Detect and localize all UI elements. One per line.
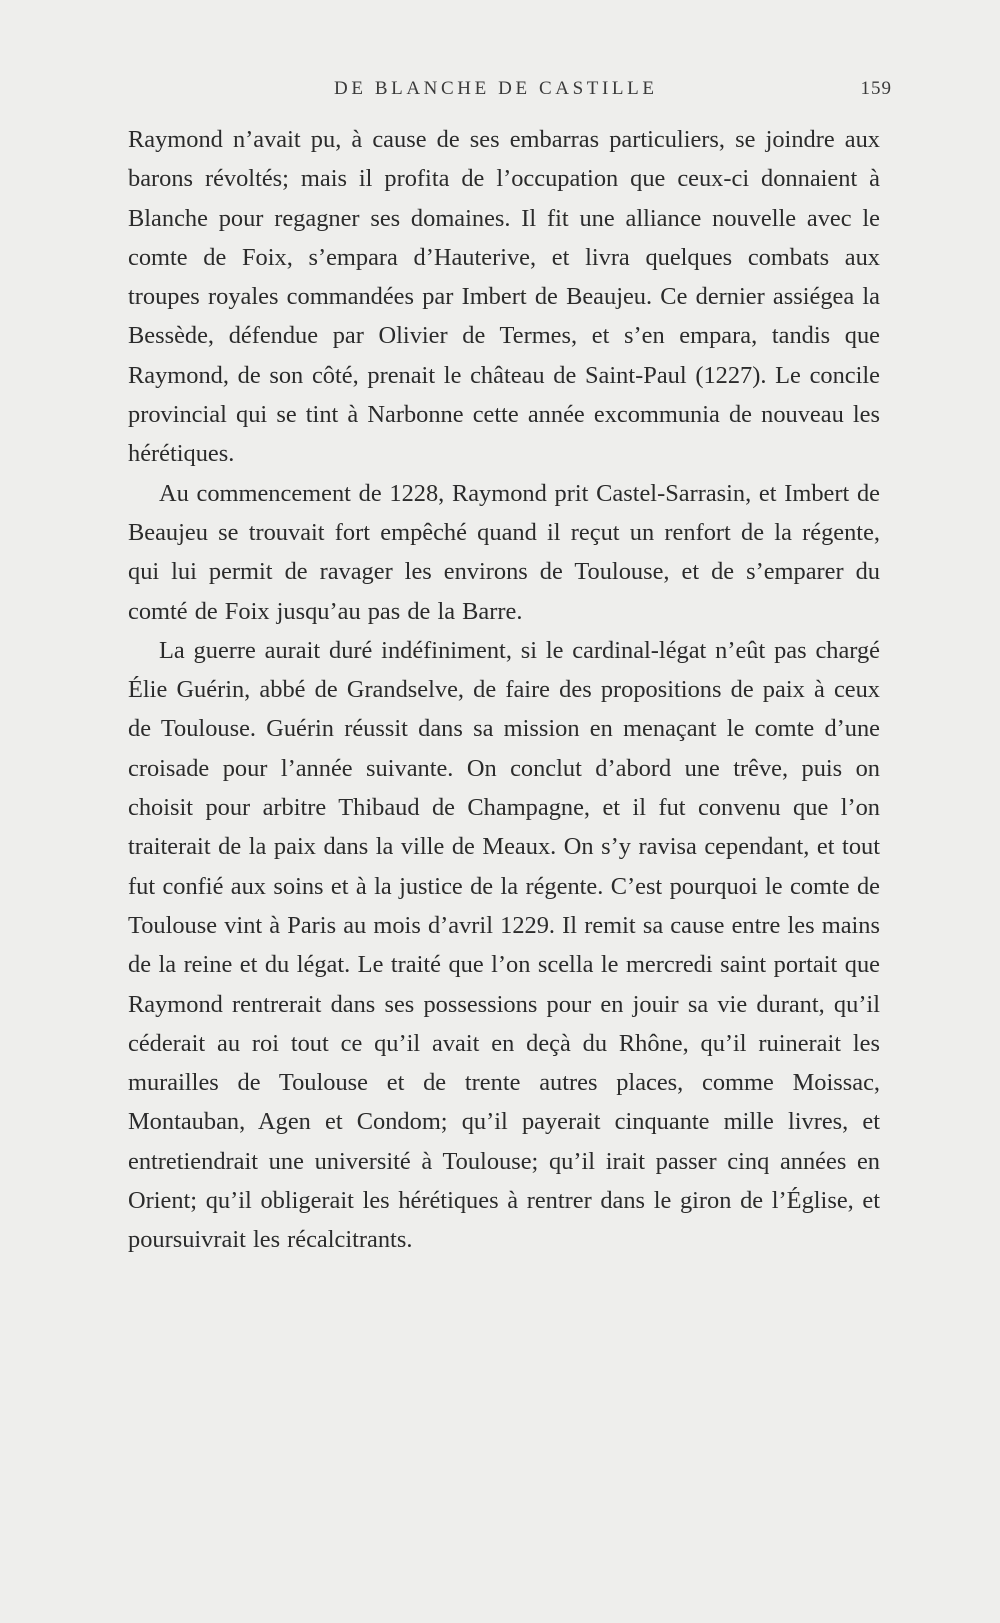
body-text bbox=[128, 120, 880, 1260]
page-number: 159 bbox=[860, 78, 892, 99]
paragraph-1: Raymond n’avait pu, à cause de ses embarras particuliers, se joindre aux barons révoltés; mais il profita de l’occupation que ceux-ci donnaient à Blanche pour regagner ses domaines. Il fit une alliance nouvelle avec le comte de Foix, s’empara d’Hauterive, et livra quelques combats aux troupes royales commandées par Imbert de Beaujeu. Ce dernier assiégea la Bessède, défendue par Olivier de Termes, et s’en empara, tandis que Raymond, de son côté, prenait le château de Saint-Paul (1227). Le concile provincial qui se tint à Narbonne cette année excommunia de nouveau les hérétiques. bbox=[128, 126, 880, 468]
running-title: DE BLANCHE DE CASTILLE bbox=[334, 78, 658, 99]
paragraph-2: Au commencement de 1228, Raymond prit Castel-Sarrasin, et Imbert de Beaujeu se trouvait fort empêché quand il reçut un renfort de la régente, qui lui permit de ravager les environs de Toulouse, et de s’emparer du comté de Foix jusqu’au pas de la Barre. bbox=[128, 479, 880, 625]
running-head bbox=[128, 78, 892, 104]
paragraph-3: La guerre aurait duré indéfiniment, si le cardinal-légat n’eût pas chargé Élie Guérin, abbé de Grandselve, de faire des propositions de paix à ceux de Toulouse. Guérin réussit dans sa mission en menaçant le comte d’une croisade pour l’année suivante. On conclut d’abord une trêve, puis on choisit pour arbitre Thibaud de Champagne, et il fut convenu que l’on traiterait de la paix dans la ville de Meaux. On s’y ravisa cependant, et tout fut confié aux soins et à la justice de la régente. C’est pourquoi le comte de Toulouse vint à Paris au mois d’avril 1229. Il remit sa cause entre les mains de la reine et du légat. Le traité que l’on scella le mercredi saint portait que Raymond rentrerait dans ses possessions pour en jouir sa vie durant, qu’il céderait au roi tout ce qu’il avait en deçà du Rhône, qu’il ruinerait les murailles de Toulouse et de trente autres places, comme Moissac, Montauban, Agen et Condom; qu’il payerait cinquante mille livres, et entretiendrait une université à Toulouse; qu’il irait passer cinq années en Orient; qu’il obligerait les hérétiques à rentrer dans le giron de l’Église, et poursuivrait les récalcitrants. bbox=[128, 636, 880, 1254]
